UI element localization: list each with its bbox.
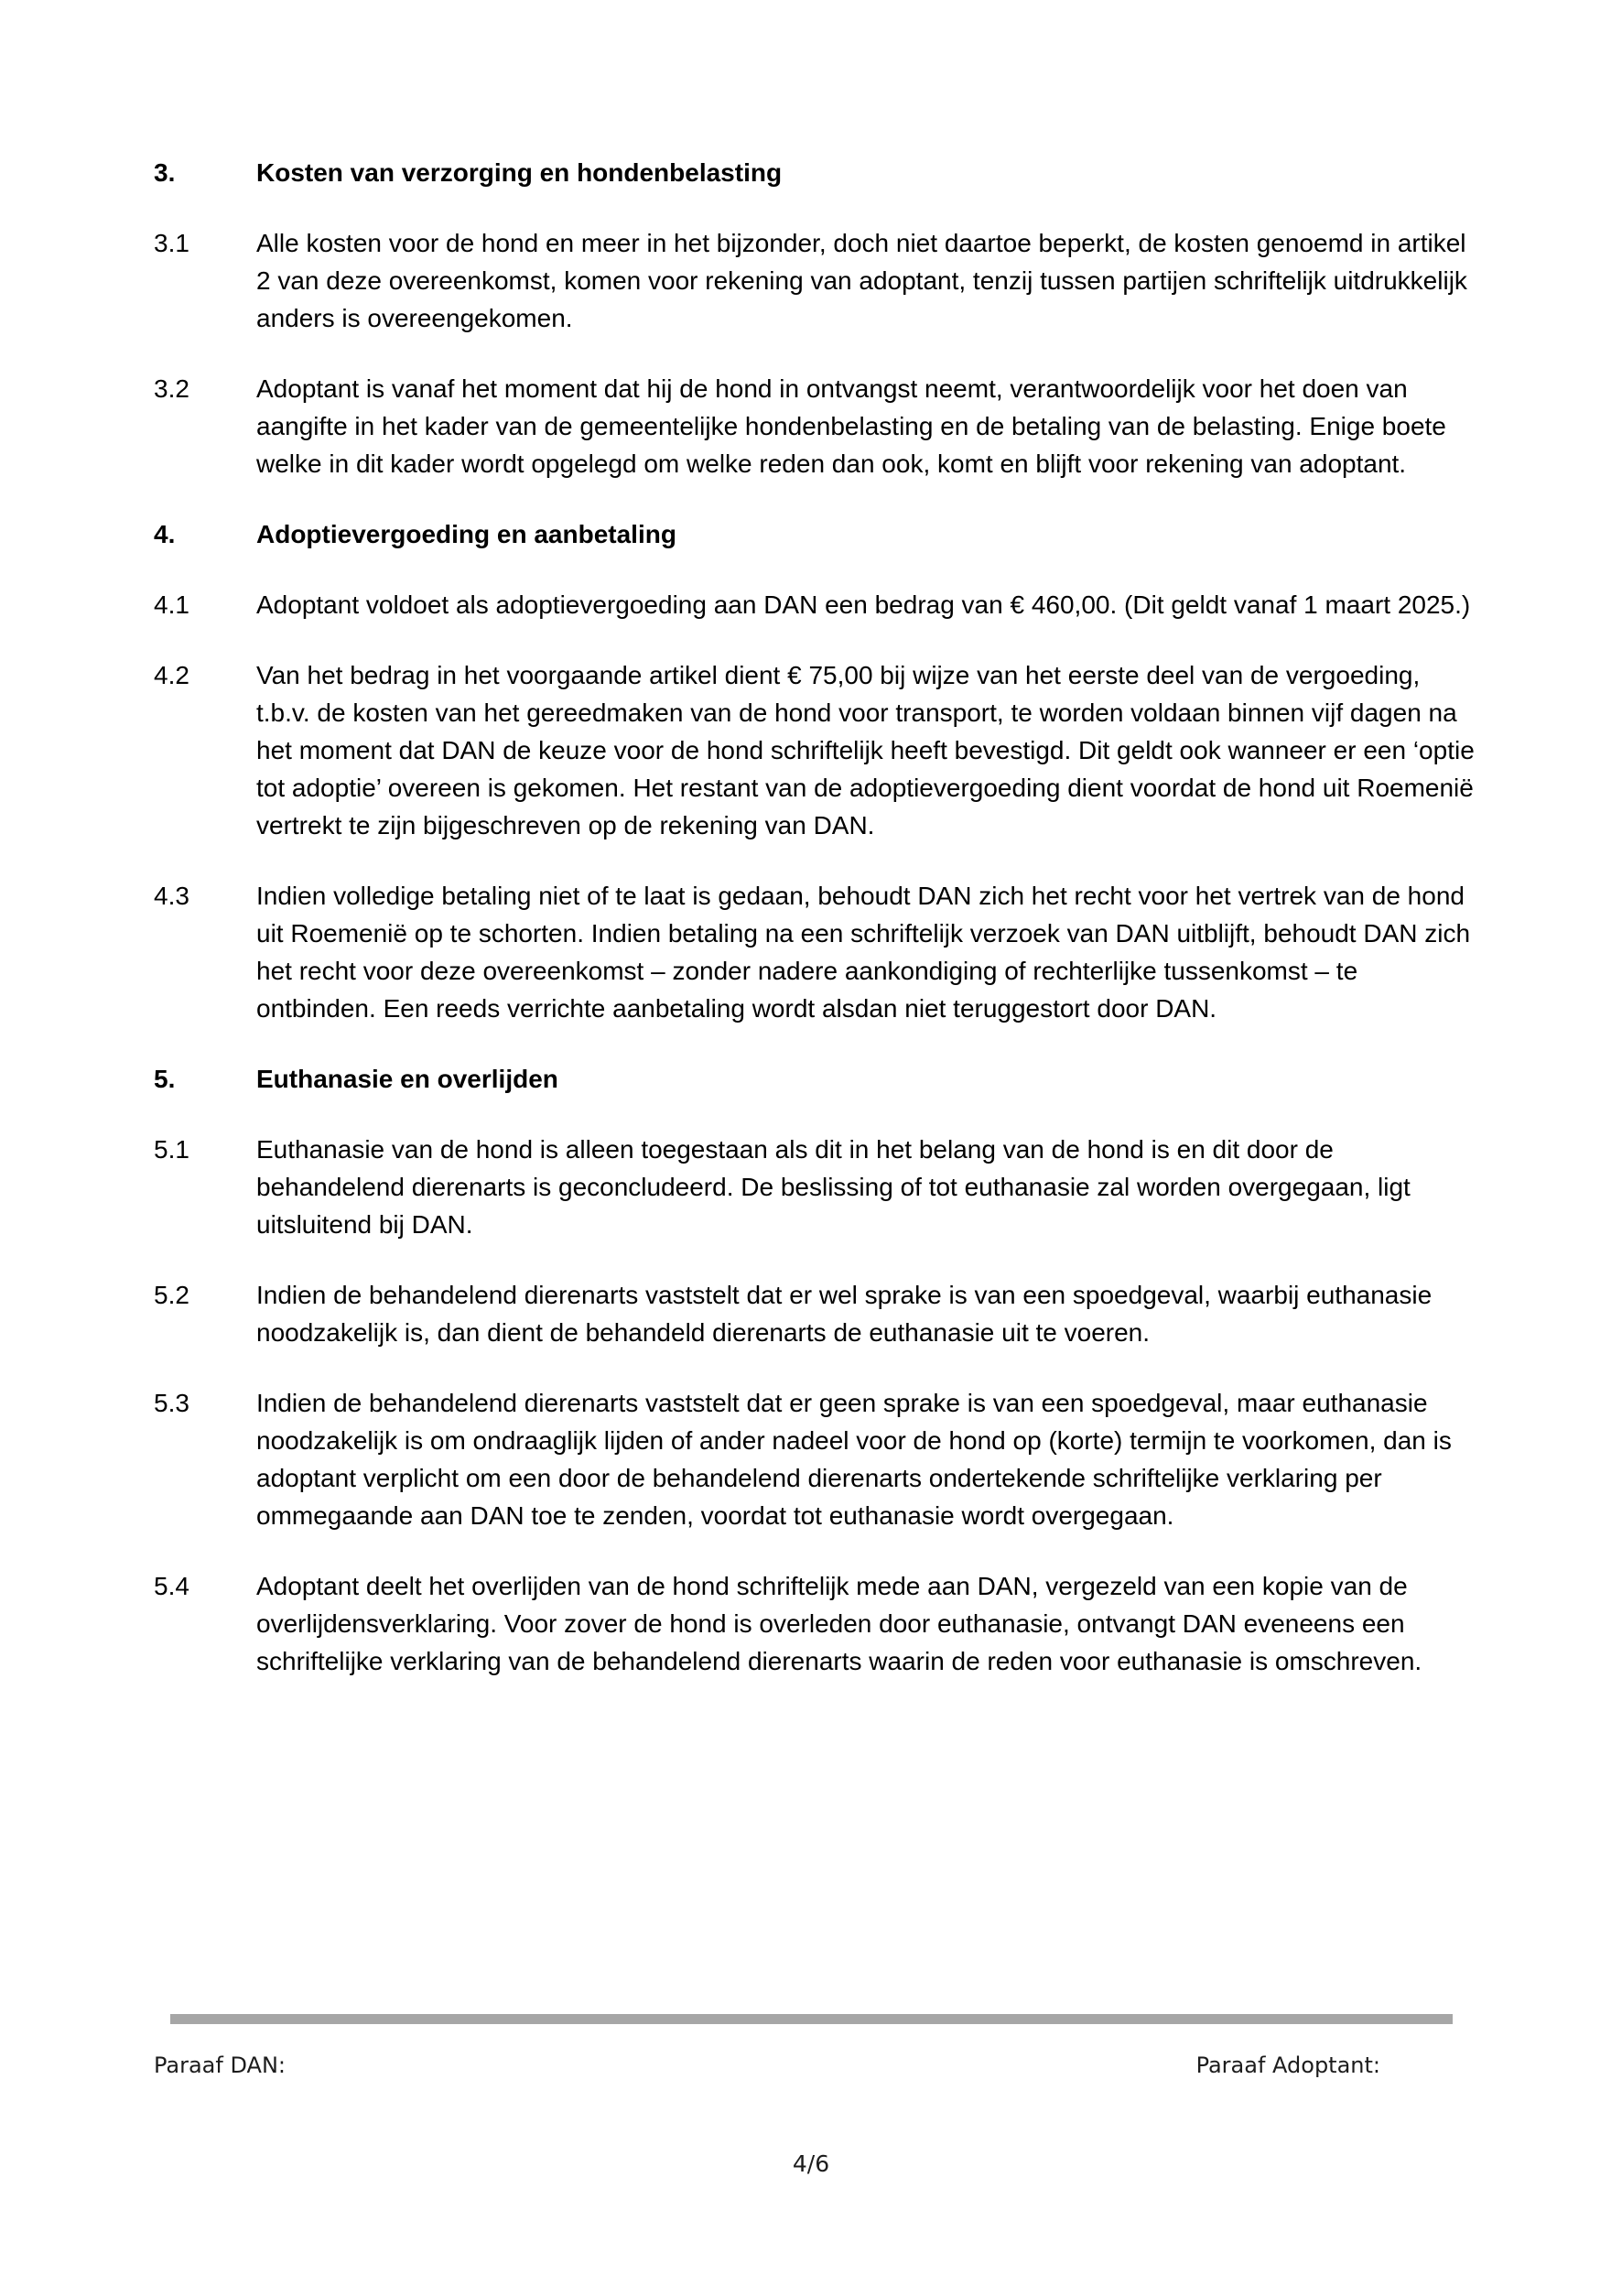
contract-clause: [154, 1276, 1479, 1351]
clause-number: 5.2: [154, 1281, 189, 1309]
section-title: Kosten van verzorging en hondenbelasting: [256, 158, 783, 187]
section-heading: [154, 154, 1479, 191]
page-number: 4/6: [792, 2150, 830, 2177]
contract-section-5: [154, 1060, 1479, 1680]
clause-number: 3.2: [154, 374, 189, 403]
contract-clause: [154, 877, 1479, 1027]
contract-body: [154, 154, 1479, 1713]
section-number: 3.: [154, 158, 176, 187]
section-title: Adoptievergoeding en aanbetaling: [256, 520, 676, 548]
contract-section-3: [154, 154, 1479, 482]
clause-text: Indien volledige betaling niet of te laat is gedaan, behoudt DAN zich het recht voor het vertrek van de hond uit Roemenië op te schorten. Indien betaling na een schriftelijk verzoek van DAN uitblijft, behoudt DAN zich het recht voor deze overeenkomst – zonder nadere aankondiging of rechterlijke tussenkomst – te ontbinden. Een reeds verrichte aanbetaling wordt alsdan niet teruggestort door DAN.: [256, 882, 1471, 1023]
clause-text: Adoptant is vanaf het moment dat hij de hond in ontvangst neemt, verantwoordelijk voor het doen van aangifte in het kader van de gemeentelijke hondenbelasting en de betaling van de belasting. Enige boete welke in dit kader wordt opgelegd om welke reden dan ook, komt en blijft voor rekening van adoptant.: [256, 374, 1446, 478]
clause-text: Alle kosten voor de hond en meer in het bijzonder, doch niet daartoe beperkt, de kosten genoemd in artikel 2 van deze overeenkomst, komen voor rekening van adoptant, tenzij tussen partijen schriftelijk uitdrukkelijk anders is overeengekomen.: [256, 229, 1467, 332]
clause-number: 4.2: [154, 661, 189, 689]
clause-number: 5.1: [154, 1135, 189, 1164]
paraaf-dan-label: Paraaf DAN:: [154, 2052, 286, 2078]
contract-clause: [154, 1384, 1479, 1534]
section-number: 5.: [154, 1065, 176, 1093]
footer-divider: [170, 2014, 1453, 2024]
section-title: Euthanasie en overlijden: [256, 1065, 558, 1093]
contract-clause: [154, 1131, 1479, 1243]
clause-text: Indien de behandelend dierenarts vaststelt dat er wel sprake is van een spoedgeval, waarbij euthanasie noodzakelijk is, dan dient de behandeld dierenarts de euthanasie uit te voeren.: [256, 1281, 1433, 1347]
clause-number: 3.1: [154, 229, 189, 257]
contract-clause: [154, 224, 1479, 337]
clause-number: 5.3: [154, 1389, 189, 1417]
section-number: 4.: [154, 520, 176, 548]
contract-section-4: [154, 515, 1479, 1027]
clause-number: 4.1: [154, 590, 189, 619]
clause-text: Indien de behandelend dierenarts vaststelt dat er geen sprake is van een spoedgeval, maar euthanasie noodzakelijk is om ondraaglijk lijden of ander nadeel voor de hond op (korte) termijn te voorkomen, dan is adoptant verplicht om een door de behandelend dierenarts ondertekende schriftelijke verklaring per ommegaande aan DAN toe te zenden, voordat tot euthanasie wordt overgegaan.: [256, 1389, 1452, 1530]
contract-clause: [154, 586, 1479, 623]
section-heading: [154, 1060, 1479, 1098]
contract-clause: [154, 1567, 1479, 1680]
clause-text: Van het bedrag in het voorgaande artikel dient € 75,00 bij wijze van het eerste deel van de vergoeding, t.b.v. de kosten van het gereedmaken van de hond voor transport, te worden voldaan binnen vijf dagen na het moment dat DAN de keuze voor de hond schriftelijk heeft bevestigd. Dit geldt ook wanneer er een ‘optie tot adoptie’ overeen is gekomen. Het restant van de adoptievergoeding dient voordat de hond uit Roemenië vertrekt te zijn bijgeschreven op de rekening van DAN.: [256, 661, 1475, 839]
clause-text: Adoptant voldoet als adoptievergoeding aan DAN een bedrag van € 460,00. (Dit geldt vanaf 1 maart 2025.): [256, 590, 1471, 619]
clause-text: Adoptant deelt het overlijden van de hond schriftelijk mede aan DAN, vergezeld van een kopie van de overlijdensverklaring. Voor zover de hond is overleden door euthanasie, ontvangt DAN eveneens een schriftelijke verklaring van de behandelend dierenarts waarin de reden voor euthanasie is omschreven.: [256, 1572, 1422, 1675]
contract-clause: [154, 656, 1479, 844]
clause-number: 5.4: [154, 1572, 189, 1600]
section-heading: [154, 515, 1479, 553]
paraaf-adoptant-label: Paraaf Adoptant:: [1195, 2052, 1380, 2078]
clause-number: 4.3: [154, 882, 189, 910]
clause-text: Euthanasie van de hond is alleen toegestaan als dit in het belang van de hond is en dit door de behandelend dierenarts is geconcludeerd. De beslissing of tot euthanasie zal worden overgegaan, ligt uitsluitend bij DAN.: [256, 1135, 1411, 1239]
contract-clause: [154, 370, 1479, 482]
